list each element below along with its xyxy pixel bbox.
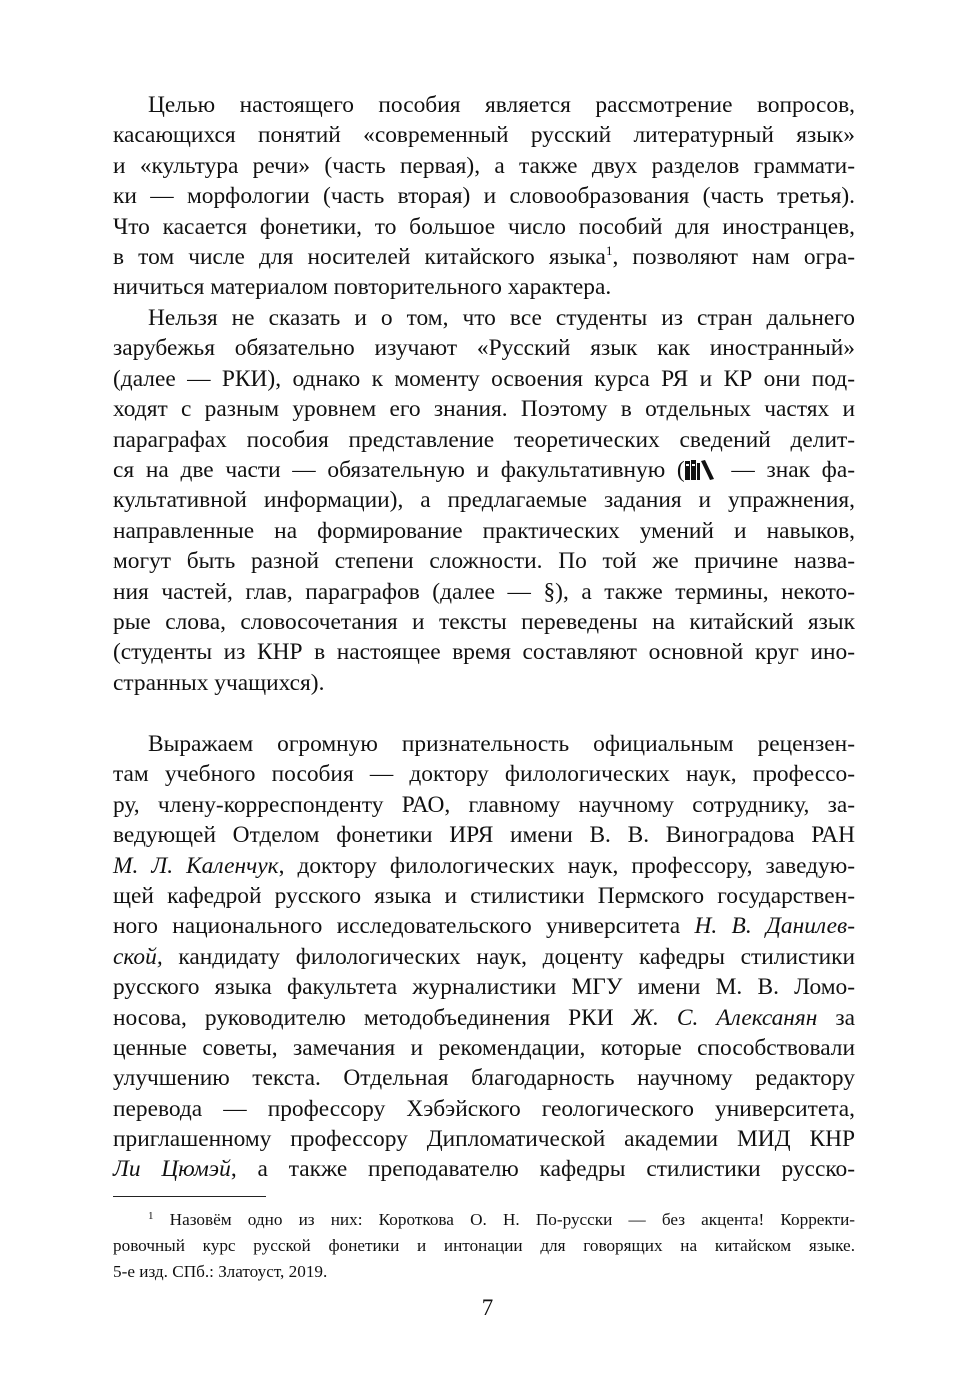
footnote-line: ровочный курс русской фонетики и интонации для говорящих на китайском языке. — [113, 1235, 855, 1255]
text-line: (студенты из КНР в настоящее время составляют основной круг ино- — [113, 639, 855, 666]
text-line: и «культура речи» (часть первая), а также двух разделов граммати- — [113, 152, 855, 179]
text-line: культативной информации), а предлагаемые задания и упражнения, — [113, 487, 855, 514]
text-line: ходят с разным уровнем его знания. Поэтому в отдельных частях и — [113, 396, 855, 423]
text-line: параграфах пособия представление теоретических сведений делит- — [113, 426, 855, 453]
paragraph-students — [113, 303, 855, 698]
text-line: могут быть разной степени сложности. По той же причине назва- — [113, 548, 855, 575]
text-line: (далее — РКИ), однако к моменту освоения курса РЯ и КР они под- — [113, 365, 855, 392]
text-segment: кандидату филологических наук, доценту кафедры стилистики — [162, 943, 855, 970]
text-line — [113, 1154, 855, 1184]
text-line: странных учащихся). — [113, 669, 325, 696]
text-segment: , доктору филологических наук, профессору, заведую- — [278, 852, 855, 879]
text-segment: в том числе для носителей китайского языка — [113, 243, 606, 270]
text-segment: , позволяют нам огра- — [612, 243, 856, 270]
person-name: Н. В. Данилев- — [694, 913, 856, 940]
text-segment: Назовём одно из них: Короткова О. Н. По-русски — без акцента! Корректи- — [153, 1210, 855, 1229]
text-line: рые слова, словосочетания и тексты переведены на китайский язык — [113, 608, 855, 635]
text-line: касающихся понятий «современный русский литературный язык» — [113, 122, 855, 149]
text-line: направленные на формирование практических умений и навыков, — [113, 517, 855, 544]
paragraph-acknowledgements — [113, 729, 855, 1185]
text-segment: — знак фа- — [719, 456, 855, 483]
text-line: щей кафедрой русского языка и стилистики Пермского государствен- — [113, 882, 855, 909]
text-line: Выражаем огромную признательность официальным рецензен- — [148, 731, 855, 757]
person-name: Ли Цюмэй — [113, 1156, 231, 1183]
text-line: ведующей Отделом фонетики ИРЯ имени В. В. Виноградова РАН — [113, 822, 855, 849]
footnote-separator — [113, 1196, 266, 1197]
text-line: зарубежья обязательно изучают «Русский язык как иностранный» — [113, 335, 855, 362]
text-line: русского языка факультета журналистики МГУ имени М. В. Ломо- — [113, 974, 855, 1001]
text-line: ничиться материалом повторительного характера. — [113, 274, 612, 301]
text-line: ния частей, глав, параграфов (далее — §), а также термины, некото- — [113, 578, 855, 605]
footnote-line — [113, 1207, 855, 1233]
text-line: приглашенному профессору Дипломатической академии МИД КНР — [113, 1126, 855, 1153]
text-line: Что касается фонетики, то большое число пособий для иностранцев, — [113, 213, 855, 240]
text-line — [113, 242, 855, 272]
footnote — [113, 1207, 855, 1284]
text-line: Нельзя не сказать и о том, что все студенты из стран дальнего — [148, 305, 855, 331]
text-line: там учебного пособия — доктору филологических наук, профессо- — [113, 761, 855, 788]
text-segment: , а также преподавателю кафедры стилистики русско- — [230, 1156, 855, 1183]
text-line — [113, 942, 855, 972]
text-line — [113, 455, 855, 485]
text-line: ру, члену-корреспонденту РАО, главному научному сотруднику, за- — [113, 791, 855, 818]
footnote-line: 5-е изд. СПб.: Златоуст, 2019. — [113, 1261, 328, 1281]
text-line: улучшению текста. Отдельная благодарность научному редактору — [113, 1065, 855, 1092]
text-line — [113, 1003, 855, 1033]
text-line: Целью настоящего пособия является рассмотрение вопросов, — [148, 92, 855, 118]
footnote-mark: 1 — [148, 1210, 154, 1222]
text-line — [113, 911, 855, 941]
paragraph-purpose — [113, 90, 855, 303]
text-line: ки — морфологии (часть вторая) и словообразования (часть третья). — [113, 183, 855, 210]
books-icon — [685, 460, 717, 480]
text-segment: за — [817, 1004, 855, 1031]
text-segment: носова, руководителю методобъединения РКИ — [113, 1004, 632, 1031]
person-name: Ж. С. Алексанян — [631, 1004, 818, 1031]
text-line: ценные советы, замечания и рекомендации, которые способствовали — [113, 1034, 855, 1061]
text-segment: ного национального исследовательского университета — [113, 913, 695, 940]
person-name: М. Л. Каленчук — [113, 852, 279, 879]
text-line — [113, 851, 855, 881]
person-name: ской, — [113, 943, 163, 970]
text-segment: ся на две части — обязательную и факультативную ( — [113, 456, 685, 483]
footnote-reference[interactable]: 1 — [605, 242, 613, 258]
text-line: перевода — профессору Хэбэйского геологического университета, — [113, 1095, 855, 1122]
page-number: 7 — [481, 1295, 494, 1320]
